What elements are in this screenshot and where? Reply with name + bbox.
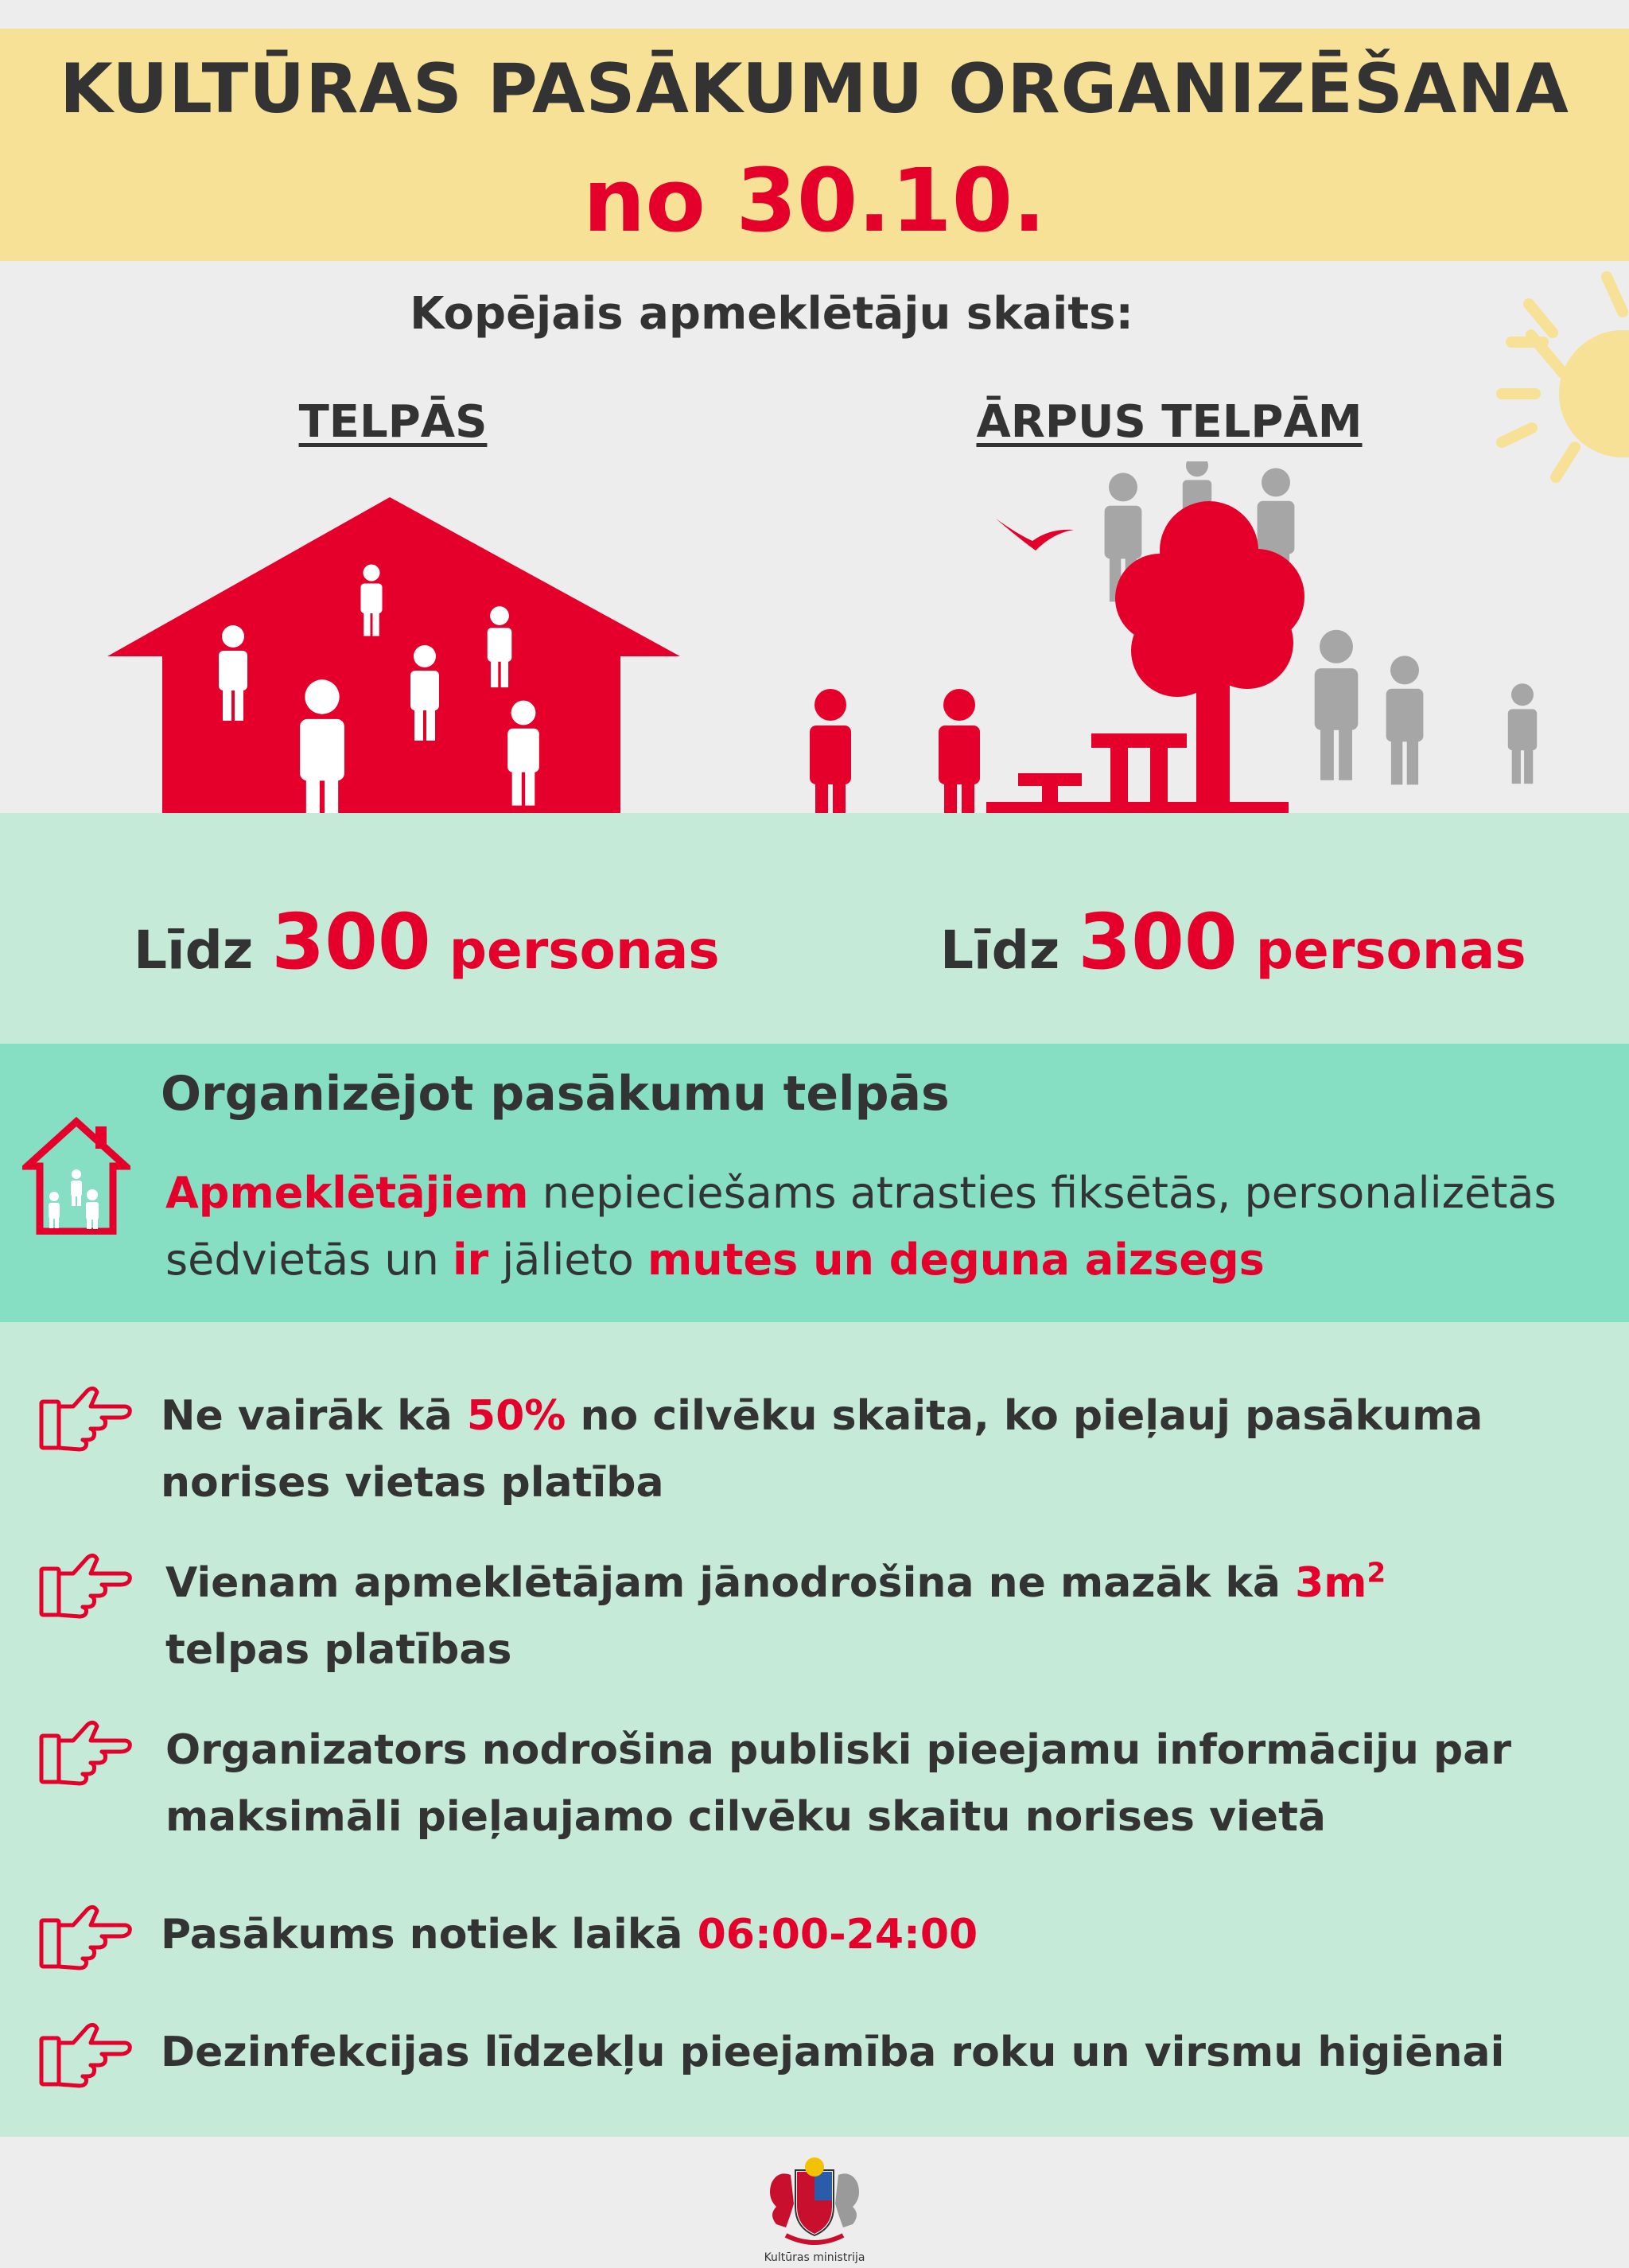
indoor-capacity [134,897,720,986]
rule-highlight: 50% [466,1392,566,1440]
pointing-hand-icon [38,1548,134,1620]
pointing-hand-icon [38,1381,134,1453]
rule-text-pre: Dezinfekcijas līdzekļu pieejamība roku un virsmu higiēnai [161,2029,1505,2076]
indoor-label: TELPĀS [298,396,488,448]
indoor-body-text-2: jālieto [488,1234,648,1285]
rule-text-pre: Organizators nodrošina publiski pieejamu informāciju par maksimāli pieļaujamo cilvēku skaitu norises vietā [165,1726,1512,1842]
indoor-body-mask: mutes un deguna aizsegs [647,1234,1265,1285]
rule-text-post: no cilvēku skaita, ko pieļauj pasākuma norises vietas platība [161,1392,1483,1507]
ministry-label: Kultūras ministrija [764,2251,865,2264]
rule-item [38,1383,1597,1516]
rule-superscript: 2 [1367,1557,1386,1589]
indoor-capacity-prefix: Līdz [134,920,254,981]
outdoor-park-illustration [780,461,1551,827]
indoor-body-text: nepieciešams atrasties fiksētās, personalizētās sēdvietās un [165,1168,1557,1285]
house-with-people-illustration [103,493,684,827]
rule-text [161,2019,1504,2086]
outdoor-capacity-number: 300 [1078,897,1238,986]
rule-text [165,1717,1597,1850]
rule-text [161,1383,1597,1516]
rule-highlight: 3m [1295,1559,1367,1607]
outdoor-label: ĀRPUS TELPĀM [976,396,1363,448]
pointing-hand-icon [38,2017,134,2089]
outdoor-capacity-unit: personas [1255,920,1526,981]
rule-text-post: telpas platības [165,1626,512,1675]
page-title: KULTŪRAS PASĀKUMU ORGANIZĒŠANA [60,49,1569,129]
date-label: no 30.10. [583,150,1046,251]
rule-text-pre: Vienam apmeklētājam jānodrošina ne mazāk kā [165,1559,1296,1607]
indoor-body-must: ir [453,1234,489,1285]
indoor-section-body [165,1160,1597,1293]
rule-item [38,1550,1597,1683]
indoor-capacity-number: 300 [271,897,431,986]
pointing-hand-icon [38,1900,134,1971]
indoor-body-visitors: Apmeklētājiem [165,1168,529,1218]
rule-text-pre: Ne vairāk kā [161,1392,467,1440]
rule-text [165,1550,1386,1683]
outdoor-capacity-prefix: Līdz [940,920,1060,981]
indoor-capacity-unit: personas [449,920,720,981]
coat-of-arms-logo [762,2151,867,2253]
visitor-count-subtitle: Kopējais apmeklētāju skaits: [410,288,1133,340]
rule-item [38,1717,1597,1850]
rule-item [38,1901,1597,1971]
pointing-hand-icon [38,1715,134,1787]
rule-item [38,2019,1597,2089]
indoor-section-heading: Organizējot pasākumu telpās [161,1066,950,1122]
outdoor-capacity [940,897,1526,986]
rule-text-pre: Pasākums notiek laikā [161,1911,698,1959]
rule-text [161,1901,978,1968]
rule-highlight: 06:00-24:00 [697,1911,978,1959]
house-icon [22,1115,130,1235]
